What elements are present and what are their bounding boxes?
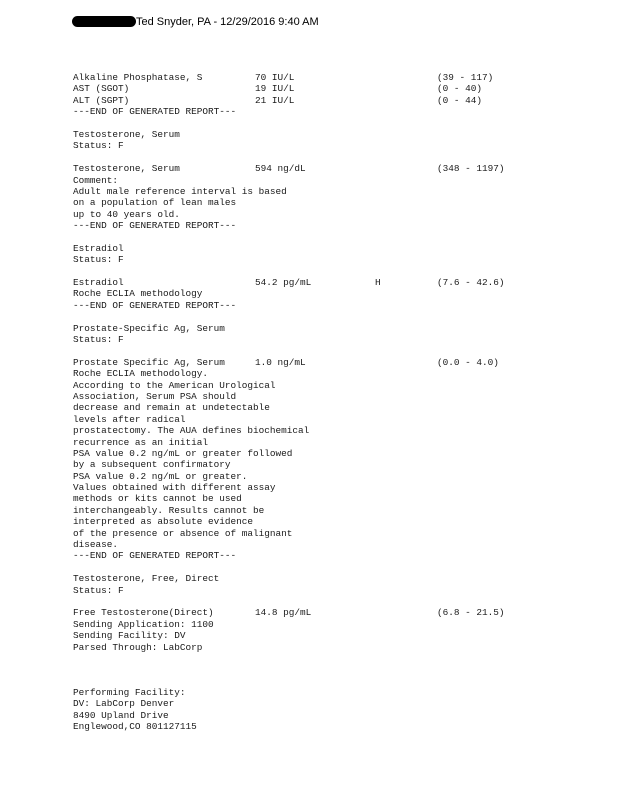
- report-text-line: Adult male reference interval is based: [73, 185, 287, 197]
- report-text-line: 8490 Upland Drive: [73, 709, 169, 721]
- result-row: [73, 72, 494, 83]
- report-text-line: decrease and remain at undetectable: [73, 402, 270, 414]
- report-text-line: Parsed Through: LabCorp: [73, 641, 203, 653]
- blank-line: [73, 676, 309, 687]
- report-text-line: ---END OF GENERATED REPORT---: [73, 550, 237, 562]
- report-text-line: Prostate-Specific Ag, Serum: [73, 322, 225, 334]
- result-value: 19 IU/L: [255, 83, 295, 95]
- report-text-line: Sending Facility: DV: [73, 630, 186, 642]
- reference-range: (0.0 - 4.0): [437, 356, 499, 368]
- report-text-line: Sending Application: 1100: [73, 618, 214, 630]
- result-value: 54.2 pg/mL: [255, 277, 312, 289]
- result-row: [73, 277, 505, 289]
- blank-line: [73, 653, 309, 664]
- report-text-line: ---END OF GENERATED REPORT---: [73, 106, 237, 118]
- report-text-line: Englewood,CO 801127115: [73, 721, 197, 733]
- lab-report-body: [73, 72, 505, 733]
- report-text-line: PSA value 0.2 ng/mL or greater.: [73, 470, 248, 482]
- report-text-line: methods or kits cannot be used: [73, 493, 242, 505]
- report-text-line: Roche ECLIA methodology.: [73, 368, 209, 380]
- blank-line: [73, 664, 309, 675]
- test-name: Prostate Specific Ag, Serum: [73, 356, 225, 368]
- result-value: 1.0 ng/mL: [255, 356, 306, 368]
- reference-range: (6.8 - 21.5): [437, 607, 505, 619]
- test-name: Free Testosterone(Direct): [73, 607, 214, 619]
- report-text-line: ---END OF GENERATED REPORT---: [73, 299, 237, 311]
- test-name: Testosterone, Serum: [73, 163, 180, 175]
- report-text-line: DV: LabCorp Denver: [73, 698, 175, 710]
- blank-line: [73, 118, 309, 129]
- document-header: [72, 15, 319, 29]
- report-text-line: of the presence or absence of malignant: [73, 527, 293, 539]
- report-text-line: Estradiol: [73, 242, 124, 254]
- blank-line: [73, 311, 309, 322]
- reference-range: (0 - 40): [437, 83, 483, 95]
- report-text-line: Comment:: [73, 174, 119, 186]
- report-text-line: Status: F: [73, 140, 124, 152]
- blank-line: [73, 345, 309, 356]
- report-text-line: Status: F: [73, 254, 124, 266]
- report-text-line: by a subsequent confirmatory: [73, 459, 231, 471]
- report-text-line: interchangeably. Results cannot be: [73, 504, 265, 516]
- test-name: AST (SGOT): [73, 83, 130, 95]
- reference-range: (348 - 1197): [437, 163, 505, 175]
- report-text-line: Testosterone, Serum: [73, 128, 180, 140]
- report-text-line: Status: F: [73, 333, 124, 345]
- test-name: ALT (SGPT): [73, 94, 130, 106]
- report-text-line: Values obtained with different assay: [73, 482, 276, 494]
- blank-line: [73, 152, 309, 163]
- test-name: Alkaline Phosphatase, S: [73, 72, 203, 83]
- report-text-line: Status: F: [73, 584, 124, 596]
- report-text-line: levels after radical: [73, 413, 186, 425]
- reference-range: (0 - 44): [437, 94, 483, 106]
- test-name: Estradiol: [73, 277, 124, 289]
- report-text-line: PSA value 0.2 ng/mL or greater followed: [73, 447, 293, 459]
- result-row: [73, 607, 505, 619]
- result-value: 21 IU/L: [255, 94, 295, 106]
- report-text-line: up to 40 years old.: [73, 208, 180, 220]
- report-text-line: Roche ECLIA methodology: [73, 288, 203, 300]
- report-text-line: on a population of lean males: [73, 197, 237, 209]
- result-flag: H: [375, 277, 381, 289]
- report-text-line: Performing Facility:: [73, 687, 186, 699]
- redaction-bar: [72, 16, 136, 27]
- result-row: [73, 83, 483, 95]
- result-row: [73, 356, 499, 368]
- report-text-line: recurrence as an initial: [73, 436, 209, 448]
- report-text-line: ---END OF GENERATED REPORT---: [73, 220, 237, 232]
- reference-range: (7.6 - 42.6): [437, 277, 505, 289]
- blank-line: [73, 231, 309, 242]
- blank-line: [73, 562, 309, 573]
- blank-line: [73, 596, 309, 607]
- report-text-line: According to the American Urological: [73, 379, 276, 391]
- result-row: [73, 94, 483, 106]
- result-row: [73, 163, 505, 175]
- header-text: Ted Snyder, PA - 12/29/2016 9:40 AM: [136, 16, 319, 28]
- report-text-line: interpreted as absolute evidence: [73, 516, 254, 528]
- report-text-line: disease.: [73, 539, 119, 551]
- result-value: 70 IU/L: [255, 72, 295, 83]
- report-text-line: prostatectomy. The AUA defines biochemical: [73, 425, 310, 437]
- blank-line: [73, 266, 309, 277]
- reference-range: (39 - 117): [437, 72, 494, 83]
- result-value: 14.8 pg/mL: [255, 607, 312, 619]
- report-text-line: Testosterone, Free, Direct: [73, 573, 220, 585]
- result-value: 594 ng/dL: [255, 163, 306, 175]
- report-text-line: Association, Serum PSA should: [73, 390, 237, 402]
